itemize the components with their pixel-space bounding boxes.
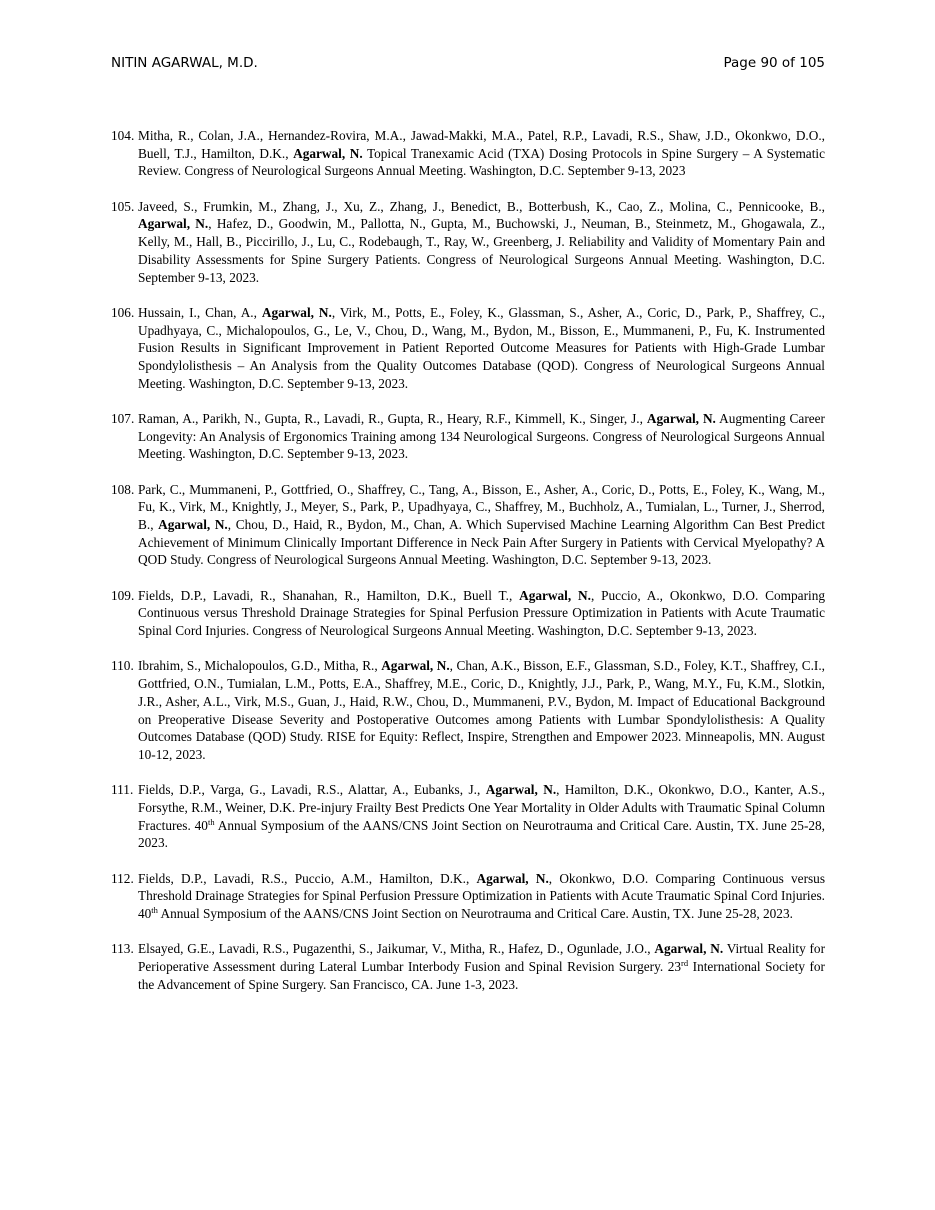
highlighted-author: Agarwal, N. <box>654 941 724 957</box>
publication-entry <box>111 198 825 287</box>
entry-authors: Hussain, I., Chan, A., <box>138 304 262 320</box>
highlighted-author: Agarwal, N. <box>476 870 549 886</box>
ordinal-suffix: th <box>151 905 158 916</box>
publication-list <box>111 127 825 1011</box>
entry-citation: , Puccio, A., Okonkwo, D.O. Comparing Continuous versus Threshold Drainage Strategies for Spinal Perfusion Pressure Optimization in Patients with Acute Traumatic Spinal Cord Injuries. Congress of Neurological Surgeons Annual Meeting. Washington, D.C. September 9-13, 2023. <box>138 587 825 639</box>
entry-citation: , Hafez, D., Goodwin, M., Pallotta, N., Gupta, M., Buchowski, J., Neuman, B., Steinmetz, M., Ghogawala, Z., Kelly, M., Hall, B., Piccirillo, J., Lu, C., Rodebaugh, T., Ray, W., Greenberg, J. Reliability and Validity of Momentary Pain and Disability Assessments for Spine Surgery Patients. Congress of Neurological Surgeons Annual Meeting. Washington, D.C. September 9-13, 2023. <box>138 216 826 285</box>
entry-authors: Javeed, S., Frumkin, M., Zhang, J., Xu, Z., Zhang, J., Benedict, B., Botterbush, K., Cao, Z., Molina, C., Pennicooke, B., <box>138 198 825 214</box>
highlighted-author: Agarwal, N. <box>138 216 209 232</box>
entry-number: 104. <box>111 128 135 143</box>
publication-entry <box>111 870 825 923</box>
entry-authors: Park, C., Mummaneni, P., Gottfried, O., Shaffrey, C., Tang, A., Bisson, E., Asher, A., Coric, D., Potts, E., Foley, K., Wang, M., Fu, K., Virk, M., Knightly, J., Meyer, S., Park, P., Upadhyaya, C., Shaffrey, M., Buchholz, A., Tumialan, L., Turner, J., Sherrod, B., <box>138 481 825 533</box>
page-number: Page 90 of 105 <box>723 55 825 71</box>
ordinal-suffix: th <box>207 816 215 827</box>
entry-number: 113. <box>111 941 134 957</box>
highlighted-author: Agarwal, N. <box>485 782 557 798</box>
entry-citation: , Okonkwo, D.O. Comparing Continuous versus Threshold Drainage Strategies for Spinal Perfusion Pressure Optimization in Patients with Acute Traumatic Spinal Cord Injuries. 40 <box>138 870 826 922</box>
highlighted-author: Agarwal, N. <box>381 658 450 674</box>
entry-number: 108. <box>111 481 135 497</box>
entry-citation-tail: International Society for the Advancement of Spine Surgery. San Francisco, CA. June 1-3, 2023. <box>138 959 825 992</box>
entry-citation-tail: Annual Symposium of the AANS/CNS Joint Section on Neurotrauma and Critical Care. Austin, TX. June 25-28, 2023. <box>138 817 826 851</box>
entry-number: 107. <box>111 410 135 426</box>
publication-entry <box>111 410 825 463</box>
publication-entry <box>111 481 825 570</box>
highlighted-author: Agarwal, N. <box>158 517 228 533</box>
entry-authors: Fields, D.P., Lavadi, R.S., Puccio, A.M., Hamilton, D.K., <box>138 870 477 886</box>
publication-entry <box>111 657 825 763</box>
entry-citation: Virtual Reality for Perioperative Assessment during Lateral Lumbar Interbody Fusion and Spinal Revision Surgery. 23 <box>138 941 826 975</box>
ordinal-suffix: rd <box>681 958 689 969</box>
entry-number: 111. <box>111 782 134 798</box>
entry-authors: Fields, D.P., Varga, G., Lavadi, R.S., Alattar, A., Eubanks, J., <box>138 782 486 798</box>
entry-authors: Ibrahim, S., Michalopoulos, G.D., Mitha, R., <box>138 658 382 674</box>
publication-entry <box>111 304 825 393</box>
entry-citation: , Chan, A.K., Bisson, E.F., Glassman, S.D., Foley, K.T., Shaffrey, C.I., Gottfried, O.N., Tumialan, L.M., Potts, E.A., Shaffrey, M.E., Coric, D., Knightly, J.J., Park, P., Wang, M.Y., Fu, K.M., Slotkin, J.R., Asher, A.L., Virk, M.S., Guan, J., Haid, R.W., Chou, D., Mummaneni, P.V., Bydon, M. Impact of Educational Background on Preoperative Disease Severity and Postoperative Outcomes among Patients with Lumbar Spondylolisthesis: A Quality Outcomes Database (QOD) Study. RISE for Equity: Reflect, Inspire, Strengthen and Empower 2023. Minneapolis, MN. August 10-12, 2023. <box>138 658 825 762</box>
publication-entry <box>111 127 825 180</box>
entry-citation: , Virk, M., Potts, E., Foley, K., Glassman, S., Asher, A., Coric, D., Park, P., Shaffrey, C., Upadhyaya, C., Michalopoulos, G., Le, V., Chou, D., Wang, M., Bydon, M., Bisson, E., Mummaneni, P., Fu, K. Instrumented Fusion Results in Significant Improvement in Patient Reported Outcome Measures for Patients with High-Grade Lumbar Spondylolisthesis – An Analysis from the Quality Outcomes Database (QOD). Congress of Neurological Surgeons Annual Meeting. Washington, D.C. September 9-13, 2023. <box>138 304 826 391</box>
entry-number: 105. <box>111 198 135 214</box>
entry-number: 106. <box>111 304 135 320</box>
entry-authors: Raman, A., Parikh, N., Gupta, R., Lavadi, R., Gupta, R., Heary, R.F., Kimmell, K., Singer, J., <box>138 410 647 426</box>
publication-entry <box>111 940 825 993</box>
page-header <box>111 55 825 77</box>
entry-citation: , Hamilton, D.K., Okonkwo, D.O., Kanter, A.S., Forsythe, R.M., Weiner, D.K. Pre-injury Frailty Best Predicts One Year Mortality in Older Adults with Traumatic Spinal Column Fractures. 40 <box>138 782 825 833</box>
entry-authors: Elsayed, G.E., Lavadi, R.S., Pugazenthi, S., Jaikumar, V., Mitha, R., Hafez, D., Ogunlade, J.O., <box>138 941 655 957</box>
highlighted-author: Agarwal, N. <box>293 145 363 161</box>
entry-number: 110. <box>111 658 134 674</box>
author-name: NITIN AGARWAL, M.D. <box>111 55 258 71</box>
entry-number: 109. <box>111 587 135 603</box>
highlighted-author: Agarwal, N. <box>261 304 332 320</box>
entry-citation: Augmenting Career Longevity: An Analysis of Ergonomics Training among 134 Neurological Surgeons. Congress of Neurological Surgeons Annual Meeting. Washington, D.C. September 9-13, 2023. <box>138 410 825 462</box>
publication-entry <box>111 781 825 852</box>
entry-authors: Mitha, R., Colan, J.A., Hernandez-Rovira, M.A., Jawad-Makki, M.A., Patel, R.P., Lavadi, R.S., Shaw, J.D., Okonkwo, D.O., Buell, T.J., Hamilton, D.K., <box>138 128 825 161</box>
highlighted-author: Agarwal, N. <box>519 587 591 603</box>
entry-number: 112. <box>111 870 134 886</box>
entry-authors: Fields, D.P., Lavadi, R., Shanahan, R., Hamilton, D.K., Buell T., <box>138 587 520 603</box>
entry-citation: , Chou, D., Haid, R., Bydon, M., Chan, A. Which Supervised Machine Learning Algorithm Can Best Predict Achievement of Minimum Clinically Important Difference in Neck Pain After Surgery in Patients with Cervical Myelopathy? A QOD Study. Congress of Neurological Surgeons Annual Meeting. Washington, D.C. September 9-13, 2023. <box>138 517 826 568</box>
entry-citation: Topical Tranexamic Acid (TXA) Dosing Protocols in Spine Surgery – A Systematic Review. Congress of Neurological Surgeons Annual Meeting. Washington, D.C. September 9-13, 2023 <box>138 145 825 179</box>
publication-entry <box>111 587 825 640</box>
highlighted-author: Agarwal, N. <box>646 410 716 426</box>
entry-citation-tail: Annual Symposium of the AANS/CNS Joint Section on Neurotrauma and Critical Care. Austin, TX. June 25-28, 2023. <box>157 906 793 922</box>
